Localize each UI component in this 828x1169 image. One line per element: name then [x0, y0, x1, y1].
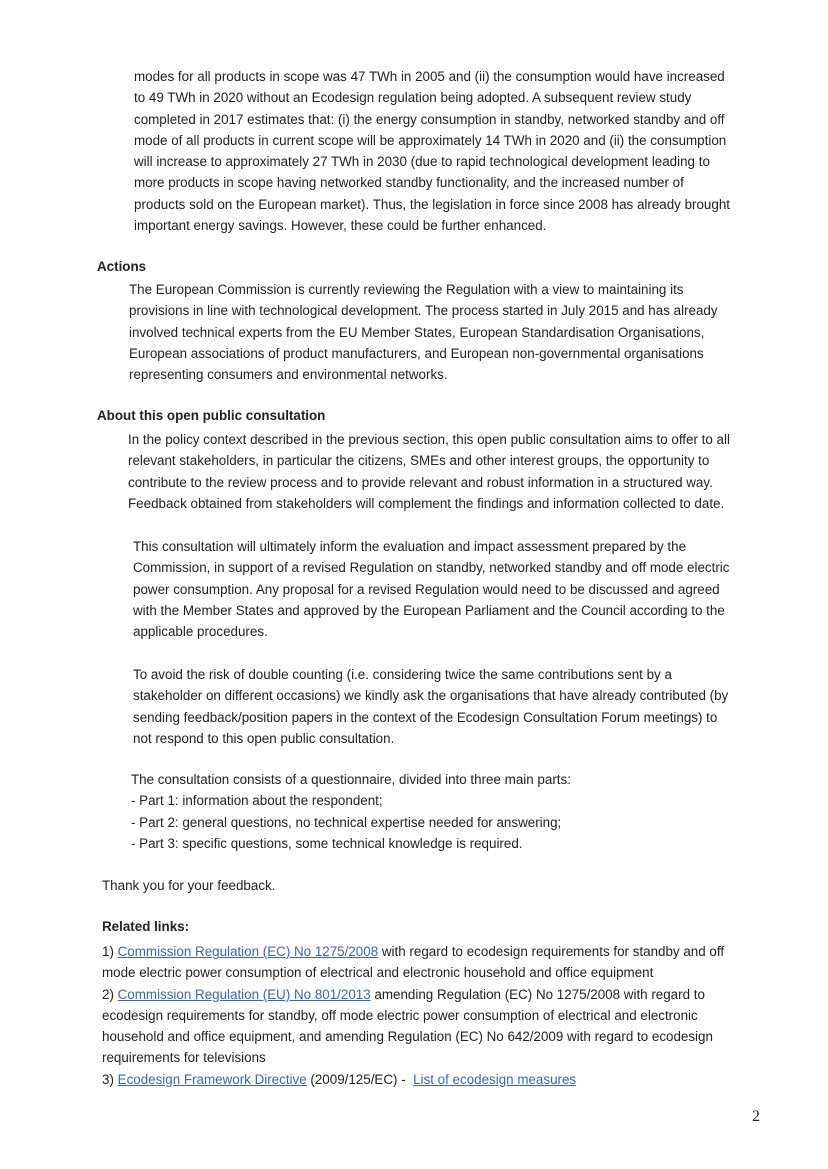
text-line: completed in 2017 estimates that: (i) the energy consumption in standby, networked standby and off: [134, 111, 725, 127]
text-line: power consumption. Any proposal for a revised Regulation would need to be discussed and agreed: [133, 581, 720, 597]
text-line: representing consumers and environmental networks.: [129, 367, 448, 383]
actions-paragraph: [129, 279, 718, 385]
page-number: 2: [752, 1108, 760, 1125]
text-line: The consultation consists of a questionnaire, divided into three main parts:: [131, 772, 571, 787]
link-ecodesign-framework-directive[interactable]: Ecodesign Framework Directive: [117, 1071, 307, 1087]
text-line: - Part 1: information about the respondent;: [131, 793, 383, 809]
about-paragraph-2: [133, 536, 729, 642]
thanks-text: Thank you for your feedback.: [102, 878, 276, 893]
consultation-parts-list: [131, 769, 571, 854]
text-line: This consultation will ultimately inform the evaluation and impact assessment prepared by the: [133, 539, 687, 554]
text-line: contribute to the review process and to provide relevant and robust information in a structured way.: [128, 474, 713, 490]
item-number: 1): [102, 944, 118, 959]
text-line: - Part 2: general questions, no technical expertise needed for answering;: [131, 814, 562, 830]
link-description-cont: mode electric power consumption of electrical and electronic household and office equipment: [102, 965, 654, 981]
text-line: To avoid the risk of double counting (i.e. considering twice the same contributions sent by a: [133, 667, 672, 682]
text-line: products sold on the European market). Thus, the legislation in force since 2008 has already brought: [134, 196, 730, 212]
text-line: modes for all products in scope was 47 TWh in 2005 and (ii) the consumption would have increased: [134, 69, 725, 84]
link-list-of-ecodesign-measures[interactable]: List of ecodesign measures: [413, 1071, 577, 1087]
related-links-heading: Related links:: [102, 919, 190, 934]
text-line: relevant stakeholders, in particular the citizens, SMEs and other interest groups, the opportunity to: [128, 453, 710, 469]
related-link-2: [102, 984, 724, 1005]
about-heading: About this open public consultation: [97, 408, 326, 423]
item-number: 2): [102, 986, 118, 1002]
about-paragraph-3: [133, 664, 728, 749]
text-line: will increase to approximately 27 TWh in 2030 (due to rapid technological development leading to: [134, 154, 710, 170]
text-line: European associations of product manufacturers, and European non-governmental organisations: [129, 345, 704, 361]
link-description: (2009/125/EC) -: [306, 1071, 414, 1087]
text-line: mode of all products in current scope will be approximately 14 TWh in 2020 and (ii) the consumption: [134, 132, 727, 148]
link-description-cont: household and office equipment, and amending Regulation (EC) No 642/2009 with regard to ecodesign: [102, 1029, 713, 1045]
text-line: Feedback obtained from stakeholders will complement the findings and information collected to date.: [128, 495, 725, 511]
text-line: more products in scope having networked standby functionality, and the increased number of: [134, 175, 684, 191]
text-line: stakeholder on different occasions) we kindly ask the organisations that have already contributed (by: [133, 688, 729, 704]
about-paragraph-1: [128, 429, 730, 514]
link-description-cont: ecodesign requirements for standby, off mode electric power consumption of electrical and electronic: [102, 1007, 698, 1023]
text-line: The European Commission is currently reviewing the Regulation with a view to maintaining its: [129, 282, 684, 297]
text-line: with the Member States and approved by the European Parliament and the Council according to the: [133, 602, 725, 618]
intro-paragraph: [134, 66, 730, 236]
related-link-1: [102, 941, 724, 962]
actions-heading: Actions: [97, 259, 147, 274]
text-line: important energy savings. However, these could be further enhanced.: [134, 218, 547, 234]
text-line: involved technical experts from the EU Member States, European Standardisation Organisations,: [129, 324, 705, 340]
link-regulation-801-2013[interactable]: Commission Regulation (EU) No 801/2013: [117, 986, 371, 1002]
text-line: applicable procedures.: [133, 624, 268, 640]
text-line: Commission, in support of a revised Regulation on standby, networked standby and off mode electric: [133, 560, 730, 576]
link-description: with regard to ecodesign requirements for standby and off: [378, 944, 725, 959]
related-link-3: [102, 1069, 724, 1090]
link-description-cont: requirements for televisions: [102, 1050, 266, 1066]
link-description: amending Regulation (EC) No 1275/2008 with regard to: [370, 986, 705, 1002]
text-line: In the policy context described in the previous section, this open public consultation aims to offer to all: [128, 432, 730, 447]
text-line: not respond to this open public consultation.: [133, 730, 395, 746]
text-line: - Part 3: specific questions, some technical knowledge is required.: [131, 835, 523, 851]
link-regulation-1275-2008[interactable]: Commission Regulation (EC) No 1275/2008: [117, 944, 379, 959]
item-number: 3): [102, 1071, 118, 1087]
text-line: provisions in line with technological development. The process started in July 2015 and has already: [129, 303, 718, 319]
related-links: [102, 941, 724, 1090]
text-line: to 49 TWh in 2020 without an Ecodesign regulation being adopted. A subsequent review study: [134, 90, 692, 106]
text-line: sending feedback/position papers in the context of the Ecodesign Consultation Forum meetings) to: [133, 709, 718, 725]
